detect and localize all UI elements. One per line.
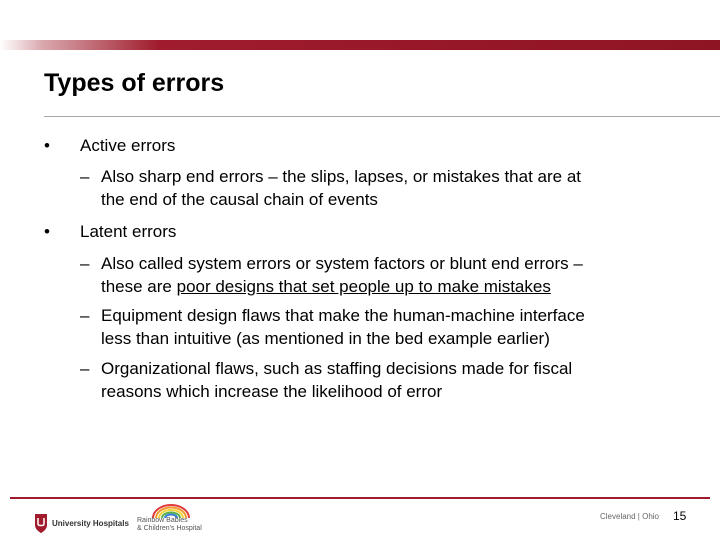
sub-bullet-system-errors	[80, 252, 680, 298]
sub-bullet-marker: –	[80, 306, 90, 325]
bullet-marker: •	[44, 222, 50, 241]
sub-bullet-marker: –	[80, 254, 90, 273]
sub-bullet-marker: –	[80, 359, 90, 378]
sub-bullet-organizational	[80, 357, 680, 403]
bullet-active-errors: Active errors	[80, 136, 176, 155]
uh-logo-text: University Hospitals	[52, 518, 129, 528]
sub-bullet-marker: –	[80, 167, 90, 186]
sub-bullet-line	[101, 275, 551, 298]
sub-bullet-equipment	[80, 304, 680, 350]
bullet-marker: •	[44, 136, 50, 155]
sub-bullet-line: Equipment design flaws that make the human-machine interface	[101, 306, 585, 325]
sub-bullet-line: less than intuitive (as mentioned in the bed example earlier)	[101, 329, 550, 348]
rb-logo-line: Rainbow Babies	[137, 517, 188, 524]
sub-bullet-sharp-end	[80, 165, 680, 211]
sub-bullet-line-prefix: these are	[101, 277, 177, 296]
top-accent-bar	[0, 40, 720, 50]
rb-logo-line: & Children's Hospital	[137, 525, 202, 532]
underlined-phrase: poor designs that set people up to make mistakes	[176, 277, 551, 296]
bullet-latent-errors: Latent errors	[80, 222, 177, 241]
slide-title: Types of errors	[44, 69, 225, 97]
university-hospitals-logo	[34, 511, 129, 535]
cleveland-ohio-logo: Cleveland | Ohio	[600, 512, 659, 521]
sub-bullet-line: the end of the causal chain of events	[101, 190, 378, 209]
sub-bullet-line: Organizational flaws, such as staffing decisions made for fiscal	[101, 359, 573, 378]
footer-divider	[10, 497, 710, 499]
rainbow-babies-logo	[135, 503, 215, 539]
sub-bullet-line: reasons which increase the likelihood of error	[101, 382, 443, 401]
sub-bullet-line: Also sharp end errors – the slips, lapses, or mistakes that are at	[101, 167, 582, 186]
page-number: 15	[673, 509, 687, 523]
title-divider	[44, 116, 720, 117]
shield-icon	[34, 512, 48, 534]
rb-logo-text	[137, 517, 202, 533]
sub-bullet-line: Also called system errors or system factors or blunt end errors –	[101, 254, 583, 273]
